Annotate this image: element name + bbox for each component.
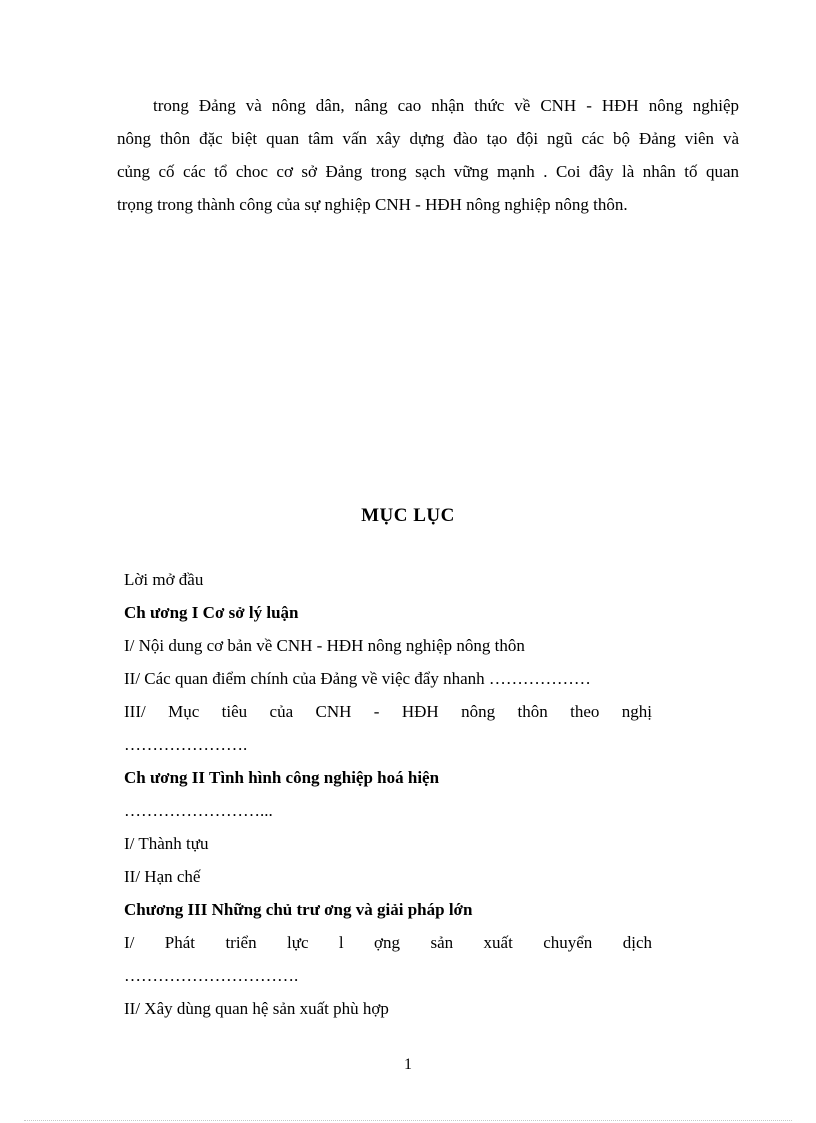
toc-entry-1-3: III/ Mục tiêu của CNH - HĐH nông thôn theo nghị (124, 702, 652, 721)
toc-entry-3-2: II/ Xây dùng quan hệ sản xuất phù hợp (124, 999, 389, 1018)
toc-entry-3-1-leader: …………………………. (124, 966, 299, 985)
toc-entry-chapter-1: Ch ương I Cơ sở lý luận (124, 603, 299, 622)
body-paragraph (117, 89, 739, 221)
page-number: 1 (404, 1056, 412, 1073)
paragraph-line: trong Đảng và nông dân, nâng cao nhận thức về CNH - HĐH nông nghiệp (153, 96, 739, 115)
paragraph-line: củng cố các tổ choc cơ sở Đảng trong sạch vững mạnh . Coi đây là nhân tố quan (117, 162, 739, 181)
page-bottom-divider (24, 1120, 792, 1121)
toc-entry-1-2: II/ Các quan điểm chính của Đảng về việc đẩy nhanh ……………… (124, 669, 591, 688)
toc-entry-1-1: I/ Nội dung cơ bản về CNH - HĐH nông nghiệp nông thôn (124, 636, 525, 655)
toc-title: MỤC LỤC (361, 505, 455, 526)
toc-entry-2-1: I/ Thành tựu (124, 834, 209, 853)
toc-entry-chapter-2: Ch ương II Tình hình công nghiệp hoá hiện (124, 768, 440, 787)
paragraph-line: nông thôn đặc biệt quan tâm vấn xây dựng đào tạo đội ngũ các bộ Đảng viên và (117, 129, 739, 148)
toc-entry-chapter-2-leader: ……………………... (124, 801, 273, 820)
paragraph-line: trọng trong thành công của sự nghiệp CNH - HĐH nông nghiệp nông thôn. (117, 195, 628, 214)
toc-entry-1-3-leader: …………………. (124, 735, 248, 754)
toc-entry-intro: Lời mở đầu (124, 570, 204, 589)
toc-entry-2-2: II/ Hạn chế (124, 867, 201, 886)
toc-entry-3-1: I/ Phát triển lực l ợng sản xuất chuyển dịch (124, 933, 652, 952)
toc-entry-chapter-3: Chương III Những chủ trư ơng và giải pháp lớn (124, 900, 473, 919)
